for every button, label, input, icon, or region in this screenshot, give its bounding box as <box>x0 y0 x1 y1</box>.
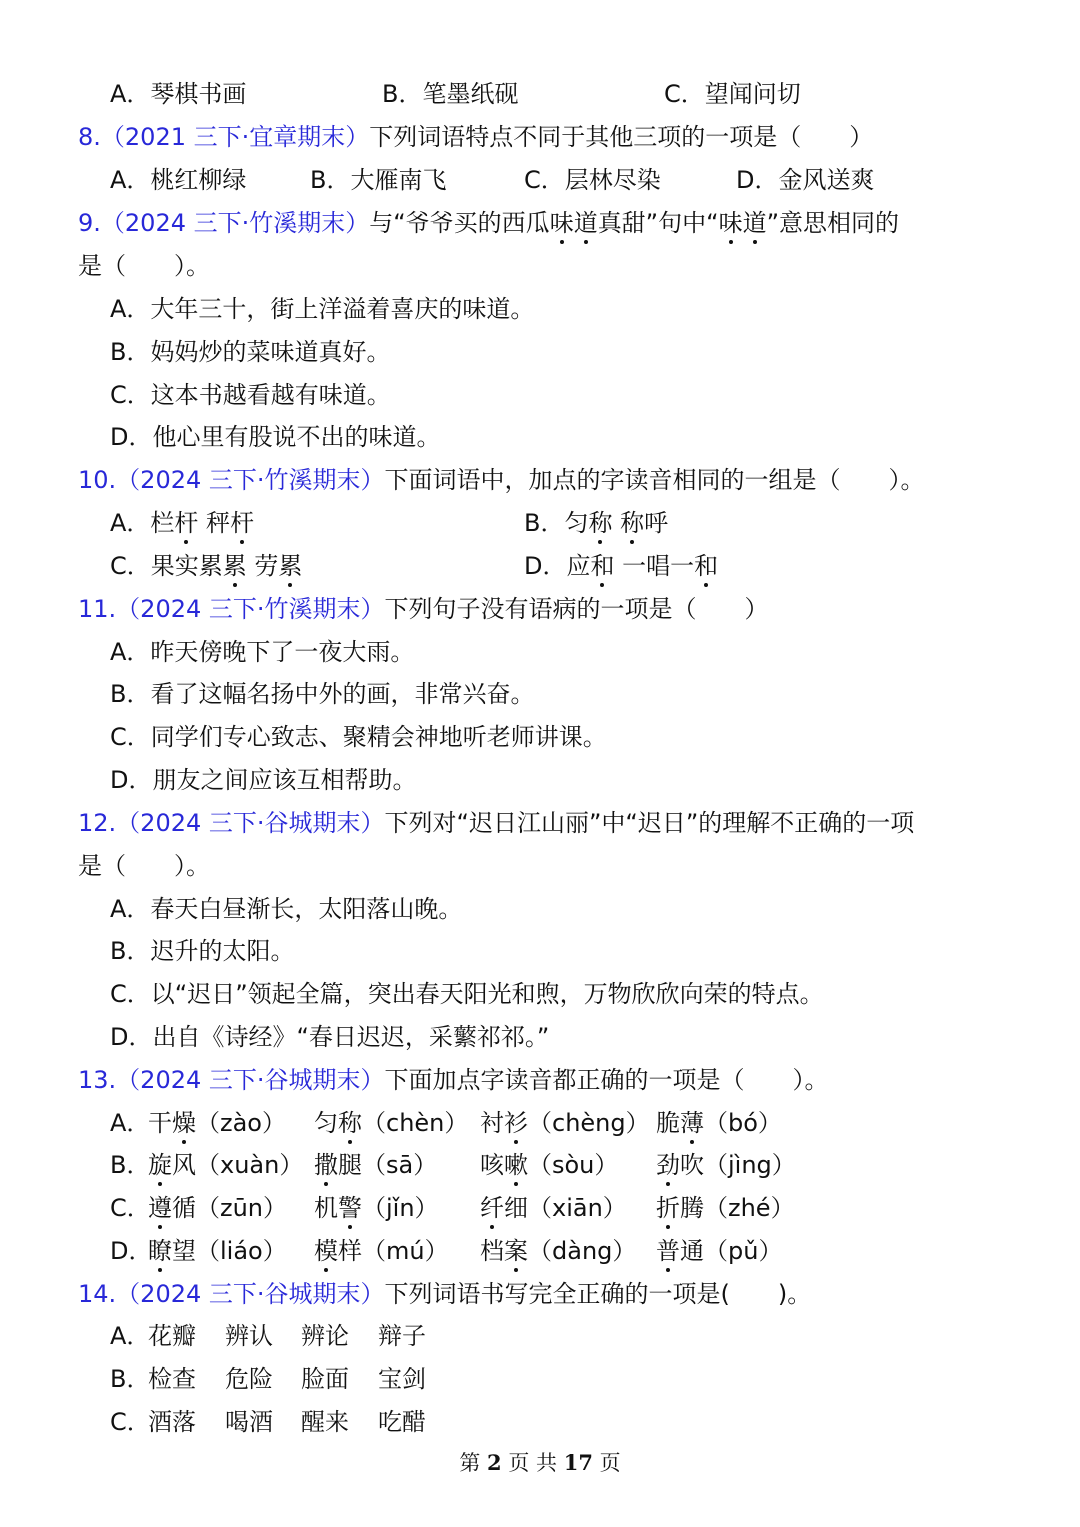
dotted-char: 累 <box>278 546 302 586</box>
option-word: 醒来 <box>301 1408 349 1436</box>
pinyin-word <box>148 1188 287 1228</box>
option-word: 喝酒 <box>225 1408 273 1436</box>
q9-dotted-char: 味 <box>550 203 574 243</box>
q12-source: （2024 三下·谷城期末） <box>116 809 385 837</box>
q9-source: （2024 三下·竹溪期末） <box>100 209 370 237</box>
option-label: C． <box>110 1408 151 1436</box>
q11-option-b[interactable]: B．看了这幅名扬中外的画，非常兴奋。 <box>110 680 535 708</box>
pinyin-word <box>148 1145 303 1185</box>
dotted-char: 瞭 <box>148 1231 172 1271</box>
option-label: C． <box>110 1194 151 1222</box>
option-word: 检查 <box>148 1365 196 1393</box>
q11-source: （2024 三下·竹溪期末） <box>116 595 385 623</box>
q9-option-b[interactable]: B．妈妈炒的菜味道真好。 <box>110 338 391 366</box>
pinyin: （zào） <box>196 1109 286 1137</box>
q8-option-b[interactable]: B．大雁南飞 <box>310 166 447 194</box>
q13-number: 13. <box>78 1066 117 1094</box>
option-word: 酒落 <box>148 1408 196 1436</box>
q11-option-c[interactable]: C．同学们专心致志、聚精会神地听老师讲课。 <box>110 723 607 751</box>
pinyin-word <box>314 1145 437 1185</box>
pinyin-word <box>480 1145 618 1185</box>
q14-source: （2024 三下·谷城期末） <box>116 1280 385 1308</box>
word-char: 腾 <box>680 1194 704 1222</box>
pinyin-word <box>656 1145 796 1185</box>
q8-option-c[interactable]: C．层林尽染 <box>524 166 661 194</box>
pinyin: （pǔ） <box>704 1237 783 1265</box>
pinyin-word <box>148 1231 287 1271</box>
q13-source: （2024 三下·谷城期末） <box>116 1066 385 1094</box>
dotted-char: 称 <box>588 503 612 543</box>
option-word: 花瓣 <box>148 1322 196 1350</box>
page-number: 2 <box>487 1450 502 1475</box>
pinyin-word <box>314 1231 449 1271</box>
q11-option-a[interactable]: A．昨天傍晚下了一夜大雨。 <box>110 638 415 666</box>
dotted-char: 和 <box>694 546 718 586</box>
dotted-char: 杆 <box>230 503 254 543</box>
q12-stem-cont: 是（ ）。 <box>78 852 210 880</box>
q11-stem <box>78 589 1002 629</box>
word-char: 匀 <box>314 1109 338 1137</box>
dotted-char: 嗽 <box>504 1145 528 1185</box>
option-label: A． <box>110 1322 151 1350</box>
q10-option-a[interactable] <box>110 503 254 543</box>
pinyin-word <box>148 1103 286 1143</box>
pinyin: （chèng） <box>528 1109 650 1137</box>
pinyin-word <box>480 1231 636 1271</box>
pinyin: （chèn） <box>362 1109 469 1137</box>
dotted-char: 劲 <box>656 1145 680 1185</box>
option-label: A． <box>110 1109 151 1137</box>
q7-option-c[interactable]: C．望闻问切 <box>664 80 801 108</box>
word-char: 衬 <box>480 1109 504 1137</box>
q7-options <box>110 74 1002 114</box>
pinyin: （zūn） <box>196 1194 288 1222</box>
word-char: 循 <box>172 1194 196 1222</box>
q12-option-d[interactable]: D．出自《诗经》“春日迟迟，采蘩祁祁。” <box>110 1023 550 1051</box>
option-word: 宝剑 <box>378 1365 426 1393</box>
q10-stem <box>78 460 1002 500</box>
option-label: B． <box>110 1365 151 1393</box>
q9-option-c[interactable]: C．这本书越看越有味道。 <box>110 381 391 409</box>
word-char: 咳 <box>480 1151 504 1179</box>
pinyin-word <box>314 1188 439 1228</box>
pinyin-word <box>480 1103 650 1143</box>
pinyin: （mú） <box>362 1237 449 1265</box>
pinyin: （liáo） <box>196 1237 287 1265</box>
option-word: 危险 <box>225 1365 273 1393</box>
pinyin: （jǐn） <box>362 1194 439 1222</box>
q9-text-part: 与“爷爷买的西瓜 <box>369 209 550 237</box>
q14-number: 14. <box>78 1280 117 1308</box>
q8-source: （2021 三下·宜章期末） <box>100 123 370 151</box>
q14-option-row[interactable] <box>110 1359 1002 1399</box>
q13-text: 下面加点字读音都正确的一项是（ ）。 <box>384 1066 829 1094</box>
q11-number: 11. <box>78 595 117 623</box>
pinyin: （zhé） <box>704 1194 795 1222</box>
q13-option-row[interactable] <box>110 1231 1002 1271</box>
option-label: B． <box>110 1151 151 1179</box>
q9-stem-cont: 是（ ）。 <box>78 252 210 280</box>
q13-stem <box>78 1060 1002 1100</box>
q7-option-b[interactable]: B．笔墨纸砚 <box>382 80 519 108</box>
option-text <box>612 509 620 537</box>
pinyin-word <box>656 1188 795 1228</box>
q10-option-c[interactable] <box>110 546 302 586</box>
q9-text-part: 真甜”句中“ <box>597 209 719 237</box>
q8-number: 8. <box>78 123 101 151</box>
dotted-char: 遵 <box>148 1188 172 1228</box>
option-text: 一唱一 <box>614 552 695 580</box>
option-word: 辨论 <box>301 1322 349 1350</box>
option-text: A．栏 <box>110 509 175 537</box>
option-text: B．匀 <box>524 509 589 537</box>
q12-number: 12. <box>78 809 117 837</box>
q10-number: 10. <box>78 466 117 494</box>
option-label: D． <box>110 1237 153 1265</box>
dotted-char: 称 <box>338 1103 362 1143</box>
word-char: 干 <box>148 1109 172 1137</box>
dotted-char: 称 <box>620 503 644 543</box>
footer-text: 第 <box>459 1451 481 1475</box>
option-word: 脸面 <box>301 1365 349 1393</box>
pinyin: （jìng） <box>704 1151 796 1179</box>
page-footer <box>0 1446 1080 1480</box>
q9-number: 9. <box>78 209 101 237</box>
dotted-char: 燥 <box>172 1103 196 1143</box>
q13-option-row[interactable] <box>110 1145 1002 1185</box>
q8-option-a[interactable]: A．桃红柳绿 <box>110 166 247 194</box>
word-char: 细 <box>504 1194 528 1222</box>
total-pages: 17 <box>563 1450 593 1475</box>
dotted-char: 普 <box>656 1231 680 1271</box>
q11-text: 下列句子没有语病的一项是（ ） <box>384 595 769 623</box>
q7-option-a[interactable]: A．琴棋书画 <box>110 80 247 108</box>
word-char: 档 <box>480 1237 504 1265</box>
option-text: 劳 <box>246 552 279 580</box>
word-char: 吹 <box>680 1151 704 1179</box>
pinyin-word <box>480 1188 627 1228</box>
footer-text: 页 <box>599 1451 621 1475</box>
dotted-char: 衫 <box>504 1103 528 1143</box>
q10-source: （2024 三下·竹溪期末） <box>116 466 385 494</box>
q12-option-a[interactable]: A．春天白昼渐长，太阳落山晚。 <box>110 895 463 923</box>
q9-option-a[interactable]: A．大年三十，街上洋溢着喜庆的味道。 <box>110 295 535 323</box>
q8-options <box>110 160 1002 200</box>
dotted-char: 旋 <box>148 1145 172 1185</box>
pinyin-word <box>656 1103 782 1143</box>
option-word: 辩子 <box>378 1322 426 1350</box>
option-text: 呼 <box>644 509 669 537</box>
pinyin: （xiān） <box>528 1194 627 1222</box>
word-char: 望 <box>172 1237 196 1265</box>
q14-stem <box>78 1274 1002 1314</box>
q14-option-row[interactable] <box>110 1402 1002 1442</box>
q10-options-cd <box>110 546 1002 586</box>
q12-option-b[interactable]: B．迟升的太阳。 <box>110 937 295 965</box>
pinyin: （xuàn） <box>196 1151 304 1179</box>
q9-dotted-char: 味 <box>719 203 743 243</box>
option-word: 辨认 <box>225 1322 273 1350</box>
dotted-char: 累 <box>223 546 247 586</box>
option-text: C．果实累 <box>110 552 223 580</box>
word-char: 腿 <box>338 1151 362 1179</box>
q8-stem <box>78 117 1002 157</box>
word-char: 通 <box>680 1237 704 1265</box>
pinyin-word <box>656 1231 782 1271</box>
word-char: 机 <box>314 1194 338 1222</box>
q12-stem <box>78 803 1002 843</box>
dotted-char: 撒 <box>314 1145 338 1185</box>
dotted-char: 纤 <box>480 1188 504 1228</box>
pinyin: （sòu） <box>528 1151 619 1179</box>
q9-text-part: ”意思相同的 <box>766 209 899 237</box>
q12-text: 下列对“迟日江山丽”中“迟日”的理解不正确的一项 <box>384 809 915 837</box>
q11-option-d[interactable]: D．朋友之间应该互相帮助。 <box>110 766 417 794</box>
q9-dotted-char: 道 <box>743 203 767 243</box>
q10-text: 下面词语中，加点的字读音相同的一组是（ ）。 <box>384 466 925 494</box>
q14-option-row[interactable] <box>110 1316 1002 1356</box>
q12-option-c[interactable]: C．以“迟日”领起全篇，突出春天阳光和煦，万物欣欣向荣的特点。 <box>110 980 824 1008</box>
word-char: 脆 <box>656 1109 680 1137</box>
q10-option-b[interactable] <box>524 503 668 543</box>
q10-option-d[interactable] <box>524 546 718 586</box>
pinyin: （dàng） <box>528 1237 637 1265</box>
option-word: 吃醋 <box>378 1408 426 1436</box>
word-char: 样 <box>338 1237 362 1265</box>
q9-stem <box>78 203 1002 243</box>
q14-text: 下列词语书写完全正确的一项是( )。 <box>384 1280 812 1308</box>
dotted-char: 折 <box>656 1188 680 1228</box>
q13-option-row[interactable] <box>110 1188 1002 1228</box>
dotted-char: 杆 <box>174 503 198 543</box>
dotted-char: 和 <box>590 546 614 586</box>
word-char: 风 <box>172 1151 196 1179</box>
q8-text: 下列词语特点不同于其他三项的一项是（ ） <box>369 123 874 151</box>
q10-options-ab <box>110 503 1002 543</box>
pinyin: （sā） <box>362 1151 438 1179</box>
footer-text: 页 共 <box>508 1451 558 1475</box>
dotted-char: 薄 <box>680 1103 704 1143</box>
q13-option-row[interactable] <box>110 1103 1002 1143</box>
pinyin: （bó） <box>704 1109 782 1137</box>
option-text: D．应 <box>524 552 591 580</box>
q9-option-d[interactable]: D．他心里有股说不出的味道。 <box>110 423 441 451</box>
dotted-char: 警 <box>338 1188 362 1228</box>
dotted-char: 案 <box>504 1231 528 1271</box>
option-text: 秤 <box>198 509 231 537</box>
q9-dotted-char: 道 <box>574 203 598 243</box>
dotted-char: 模 <box>314 1231 338 1271</box>
q8-option-d[interactable]: D．金风送爽 <box>736 166 875 194</box>
pinyin-word <box>314 1103 468 1143</box>
